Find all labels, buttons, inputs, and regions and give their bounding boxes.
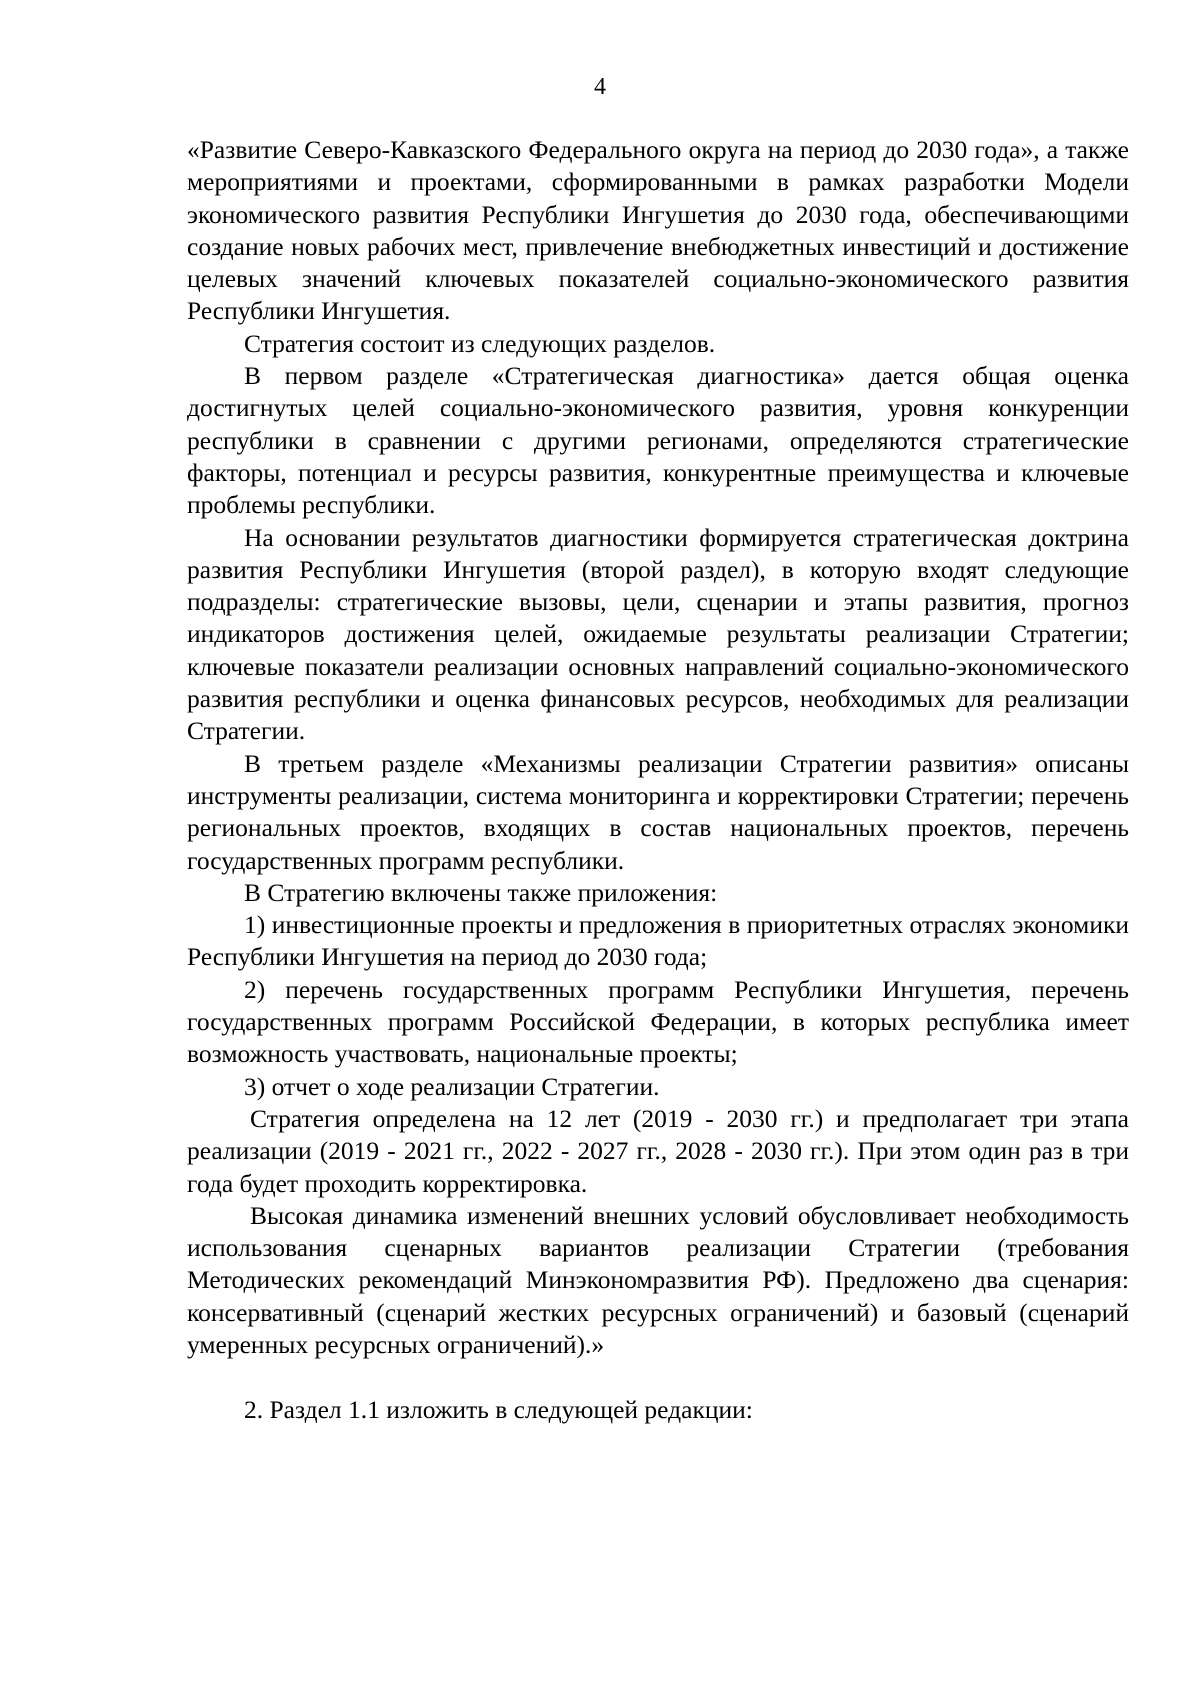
paragraph-third-section: В третьем разделе «Механизмы реализации Стратегии развития» описаны инструменты реализации, система мониторинга и корректировки Стратегии; перечень региональных проектов, входящих в состав национальных проектов, перечень государственных программ республики. — [187, 748, 1129, 875]
paragraph-first-section: В первом разделе «Стратегическая диагностика» дается общая оценка достигнутых целей социально-экономического развития, уровня конкуренции республики в сравнении с другими регионами, определяются стратегические факторы, потенциал и ресурсы развития, конкурентные преимущества и ключевые проблемы республики. — [187, 361, 1129, 520]
paragraph-appendices-intro: В Стратегию включены также приложения: — [244, 877, 718, 907]
list-item-appendix-3: 3) отчет о ходе реализации Стратегии. — [244, 1071, 660, 1101]
list-item-appendix-2: 2) перечень государственных программ Республики Ингушетия, перечень государственных программ Российской Федерации, в которых республика имеет возможность участвовать, национальные проекты; — [187, 974, 1129, 1069]
document-body — [187, 134, 1129, 1427]
paragraph-second-section: На основании результатов диагностики формируется стратегическая доктрина развития Республики Ингушетия (второй раздел), в которую входят следующие подразделы: стратегические вызовы, цели, сценарии и этапы развития, прогноз индикаторов достижения целей, ожидаемые результаты реализации Стратегии; ключевые показатели реализации основных направлений социально-экономического развития республики и оценка финансовых ресурсов, необходимых для реализации Стратегии. — [187, 522, 1129, 746]
paragraph-strategy-sections: Стратегия состоит из следующих разделов. — [244, 328, 716, 358]
list-item-appendix-1: 1) инвестиционные проекты и предложения в приоритетных отраслях экономики Республики Ингушетия на период до 2030 года; — [187, 910, 1129, 972]
paragraph-scenarios: Высокая динамика изменений внешних условий обусловливает необходимость использования сценарных вариантов реализации Стратегии (требования Методических рекомендаций Минэкономразвития РФ). Предложено два сценария: консервативный (сценарий жестких ресурсных ограничений) и базовый (сценарий умеренных ресурсных ограничений).» — [187, 1200, 1129, 1359]
page-number: 4 — [594, 74, 606, 100]
amendment-item-2: 2. Раздел 1.1 изложить в следующей редакции: — [244, 1395, 753, 1425]
paragraph-continuation: «Развитие Северо-Кавказского Федерального округа на период до 2030 года», а также мероприятиями и проектами, сформированными в рамках разработки Модели экономического развития Республики Ингушетия до 2030 года, обеспечивающими создание новых рабочих мест, привлечение внебюджетных инвестиций и достижение целевых значений ключевых показателей социально-экономического развития Республики Ингушетия. — [187, 135, 1129, 326]
paragraph-gap — [187, 1361, 1129, 1394]
paragraph-strategy-term: Стратегия определена на 12 лет (2019 - 2030 гг.) и предполагает три этапа реализации (2019 - 2021 гг., 2022 - 2027 гг., 2028 - 2030 гг.). При этом один раз в три года будет проходить корректировка. — [187, 1103, 1129, 1198]
